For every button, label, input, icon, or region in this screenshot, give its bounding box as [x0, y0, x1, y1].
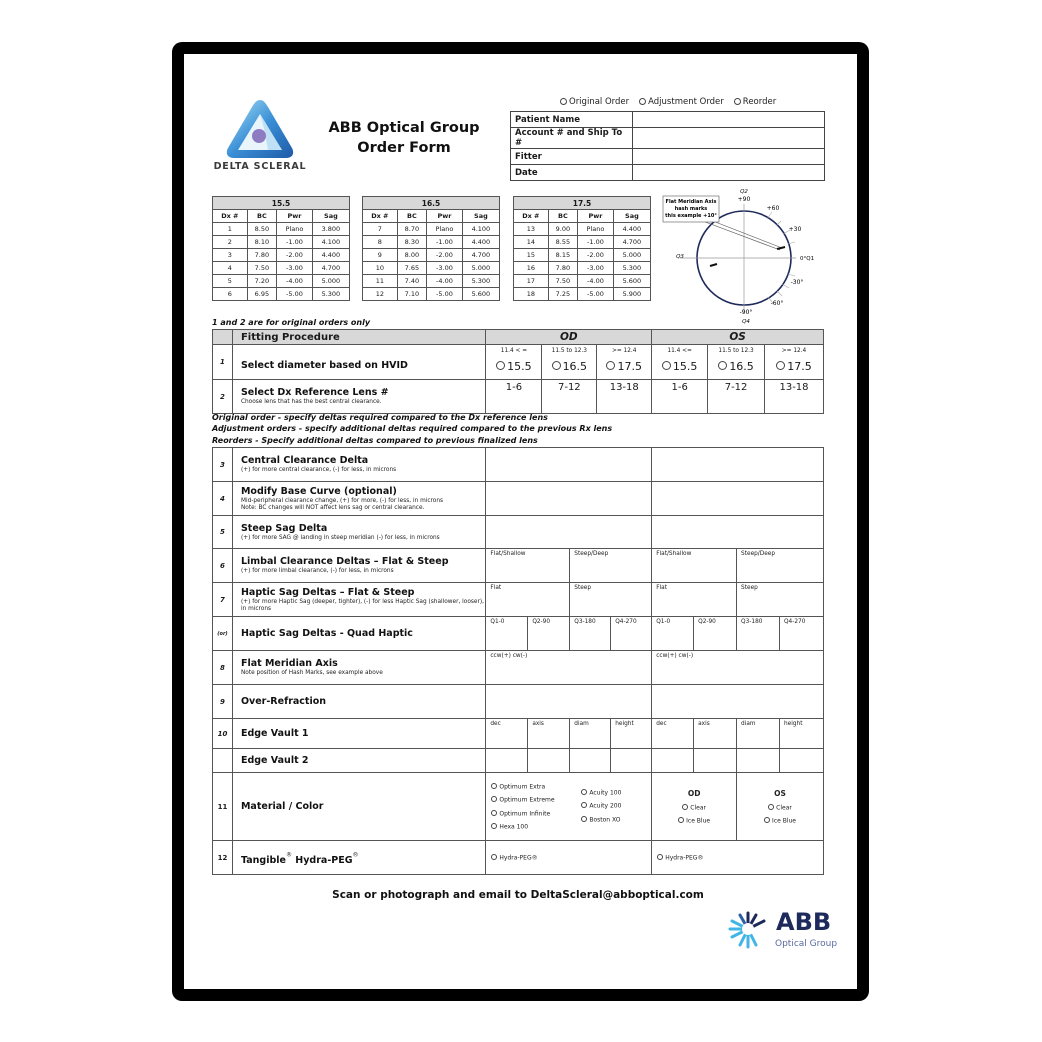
col-header: BC [397, 210, 426, 223]
fitter-field[interactable] [633, 149, 825, 165]
od-q4-input[interactable]: Q4-270 [611, 617, 652, 651]
order-type-original[interactable]: Original Order [560, 97, 629, 107]
table-row: 17 7.50 -4.00 5.600 [514, 275, 651, 288]
os-ev1-height[interactable]: height [779, 719, 823, 749]
date-field[interactable] [633, 165, 825, 181]
os-dx-range-3[interactable]: 13-18 [765, 380, 824, 414]
od-base-curve-input[interactable] [486, 482, 652, 516]
table-row: 8 8.30 -1.00 4.400 [363, 236, 500, 249]
abb-logo-text: ABB [776, 908, 832, 936]
od-q3-input[interactable]: Q3-180 [570, 617, 611, 651]
radio-icon[interactable] [776, 361, 785, 370]
od-hydra-peg-option[interactable]: Hydra-PEG® [486, 841, 652, 875]
dx-table-size: 16.5 [363, 197, 500, 210]
fitter-label: Fitter [511, 149, 633, 165]
callout-text: Flat Meridian Axis [665, 199, 717, 205]
col-header: Dx # [514, 210, 549, 223]
row-quad-haptic: (or) Haptic Sag Deltas - Quad Haptic Q1-0 Q2-90 Q3-180 Q4-270 Q1-0 Q2-90 Q3-180 Q4-270 [213, 617, 824, 651]
dx-table-17-5 [513, 196, 651, 301]
od-diameter-15-5[interactable]: 11.4 < = 15.5 [486, 345, 542, 380]
od-ev1-height[interactable]: height [611, 719, 652, 749]
os-diameter-15-5[interactable]: 11.4 <= 15.5 [652, 345, 708, 380]
svg-text:-90°: -90° [739, 309, 753, 316]
os-base-curve-input[interactable] [652, 482, 824, 516]
radio-icon[interactable] [662, 361, 671, 370]
od-over-refraction-input[interactable] [486, 685, 652, 719]
radio-icon[interactable] [734, 98, 741, 105]
row-select-diameter: 1 Select diameter based on HVID 11.4 < = 15.5 11.5 to 12.3 16.5 >= 12.4 17.5 11.4 <= 15.5 11.5 to 12.3 16.5 >= 12.4 17.5 [213, 345, 824, 380]
os-diameter-17-5[interactable]: >= 12.4 17.5 [765, 345, 824, 380]
od-ev2-height[interactable] [611, 749, 652, 773]
row-limbal-clearance: 6 Limbal Clearance Deltas – Flat & Steep (+) for more limbal clearance, (-) for less, in microns Flat/Shallow Steep/Deep Flat/Shallow Steep/Deep [213, 549, 824, 583]
row-over-refraction: 9 Over-Refraction [213, 685, 824, 719]
col-header: Pwr [427, 210, 463, 223]
row-select-dx-reference: 2 Select Dx Reference Lens # Choose lens that has the best central clearance. 1-6 7-12 13-18 1-6 7-12 13-18 [213, 380, 824, 414]
os-header: OS [652, 330, 824, 345]
radio-icon[interactable] [491, 854, 497, 860]
delta-note-adjustment: Adjustment orders - specify additional deltas required compared to the previous Rx lens [212, 424, 613, 433]
account-field[interactable] [633, 128, 825, 149]
callout-text: this example +10° [665, 213, 717, 219]
os-ev2-axis[interactable] [694, 749, 737, 773]
svg-text:Q3: Q3 [676, 254, 684, 260]
radio-icon[interactable] [552, 361, 561, 370]
table-row: 15 8.15 -2.00 5.000 [514, 249, 651, 262]
col-header: Pwr [277, 210, 313, 223]
material-optimum-extreme[interactable]: Optimum Extreme [491, 796, 573, 804]
row-flat-meridian-axis: 8 Flat Meridian Axis Note position of Hash Marks, see example above ccw(+) cw(-) ccw(+) cw(-) [213, 651, 824, 685]
row-title: Select diameter based on HVID [240, 359, 408, 371]
row-steep-sag: 5 Steep Sag Delta (+) for more SAG @ landing in steep meridian (-) for less, in microns [213, 516, 824, 549]
od-ev2-dec[interactable] [486, 749, 528, 773]
delta-scleral-logo-icon [224, 98, 296, 160]
fitting-procedure-header: Fitting Procedure [232, 330, 486, 345]
od-dx-range-3[interactable]: 13-18 [597, 380, 652, 414]
submission-instruction: Scan or photograph and email to DeltaScleral@abboptical.com [332, 889, 704, 901]
os-dx-range-2[interactable]: 7-12 [708, 380, 765, 414]
od-haptic-steep-input[interactable]: Steep [570, 583, 652, 617]
svg-text:0°Q1: 0°Q1 [800, 256, 815, 262]
od-color-clear[interactable]: Clear [652, 804, 736, 812]
row-title: Select Dx Reference Lens # [240, 387, 389, 398]
od-dx-range-1[interactable]: 1-6 [486, 380, 542, 414]
os-ev1-dec[interactable]: dec [652, 719, 694, 749]
od-ev2-diam[interactable] [570, 749, 611, 773]
radio-icon[interactable] [682, 804, 688, 810]
table-row: 16 7.80 -3.00 5.300 [514, 262, 651, 275]
os-color-clear[interactable]: Clear [737, 804, 823, 812]
dx-table-15-5 [212, 196, 350, 301]
title-line-1: ABB Optical Group [328, 120, 480, 136]
order-type-adjustment[interactable]: Adjustment Order [639, 97, 724, 107]
col-header: Sag [462, 210, 499, 223]
row-hydra-peg: 12 Tangible® Hydra-PEG® Hydra-PEG® Hydra-PEG® [213, 841, 824, 875]
os-ev1-axis[interactable]: axis [694, 719, 737, 749]
svg-text:+60: +60 [766, 205, 780, 212]
os-q3-input[interactable]: Q3-180 [737, 617, 780, 651]
row-subtitle: Choose lens that has the best central clearance. [240, 399, 382, 405]
radio-icon[interactable] [639, 98, 646, 105]
account-label: Account # and Ship To # [511, 128, 633, 149]
deltas-table [212, 447, 824, 875]
delta-note-reorder: Reorders - Specify additional deltas compared to previous finalized lens [212, 436, 538, 445]
od-steep-sag-input[interactable] [486, 516, 652, 549]
od-ev1-axis[interactable]: axis [528, 719, 570, 749]
table-row: 9 8.00 -2.00 4.700 [363, 249, 500, 262]
dx-table-size: 17.5 [514, 197, 651, 210]
radio-icon[interactable] [491, 823, 497, 829]
svg-text:Q2: Q2 [740, 189, 748, 195]
delta-note-original: Original order - specify deltas required compared to the Dx reference lens [212, 413, 548, 422]
row-haptic-sag: 7 Haptic Sag Deltas – Flat & Steep (+) for more Haptic Sag (deeper, tighter), (-) for less Haptic Sag (shallower, looser), in microns Flat Steep Flat Steep [213, 583, 824, 617]
row-material-color: 11 Material / Color Optimum Extra Optimum Extreme Optimum Infinite Hexa 100 Acuity 100 Acuity 200 Boston XO OD Clear Ice Blue OS Clear Ice Blue [213, 773, 824, 841]
table-row: 4 7.50 -3.00 4.700 [213, 262, 350, 275]
original-only-note: 1 and 2 are for original orders only [212, 318, 371, 327]
os-limbal-steep-input[interactable]: Steep/Deep [737, 549, 824, 583]
callout-text: hash marks [674, 206, 708, 212]
svg-text:+30: +30 [788, 226, 802, 233]
table-row: 18 7.25 -5.00 5.900 [514, 288, 651, 301]
radio-icon[interactable] [606, 361, 615, 370]
radio-icon[interactable] [657, 854, 663, 860]
os-over-refraction-input[interactable] [652, 685, 824, 719]
od-haptic-flat-input[interactable]: Flat [486, 583, 570, 617]
brand-logo-text: DELTA SCLERAL [213, 161, 307, 172]
radio-icon[interactable] [581, 816, 587, 822]
os-ev1-diam[interactable]: diam [737, 719, 780, 749]
dx-table-16-5 [362, 196, 500, 301]
order-type-options [560, 97, 776, 107]
od-q2-input[interactable]: Q2-90 [528, 617, 570, 651]
col-header: Sag [613, 210, 650, 223]
svg-text:Q4: Q4 [742, 319, 750, 325]
od-limbal-steep-input[interactable]: Steep/Deep [570, 549, 652, 583]
table-row: 12 7.10 -5.00 5.600 [363, 288, 500, 301]
title-line-2: Order Form [357, 140, 451, 156]
patient-info-table [510, 111, 825, 181]
table-row: 3 7.80 -2.00 4.400 [213, 249, 350, 262]
od-diameter-16-5[interactable]: 11.5 to 12.3 16.5 [542, 345, 597, 380]
svg-text:-30°: -30° [790, 279, 804, 286]
os-color-options: OS Clear Ice Blue [737, 773, 824, 841]
table-row: 2 8.10 -1.00 4.100 [213, 236, 350, 249]
os-steep-sag-input[interactable] [652, 516, 824, 549]
col-header: Dx # [363, 210, 398, 223]
date-label: Date [511, 165, 633, 181]
row-edge-vault-1: 10 Edge Vault 1 dec axis diam height dec axis diam height [213, 719, 824, 749]
col-header: BC [548, 210, 577, 223]
row-central-clearance: 3 Central Clearance Delta (+) for more central clearance, (-) for less, in microns [213, 448, 824, 482]
col-header: Dx # [213, 210, 248, 223]
os-color-ice-blue[interactable]: Ice Blue [737, 817, 823, 825]
radio-icon[interactable] [581, 802, 587, 808]
od-header: OD [486, 330, 652, 345]
radio-icon[interactable] [678, 817, 684, 823]
patient-name-field[interactable] [633, 112, 825, 128]
os-q2-input[interactable]: Q2-90 [694, 617, 737, 651]
material-hexa-100[interactable]: Hexa 100 [491, 823, 573, 831]
svg-text:-60°: -60° [770, 300, 784, 307]
material-acuity-100[interactable]: Acuity 100 [581, 789, 621, 797]
os-haptic-flat-input[interactable]: Flat [652, 583, 737, 617]
material-boston-xo[interactable]: Boston XO [581, 816, 621, 824]
fitting-procedure-table [212, 329, 824, 414]
od-limbal-flat-input[interactable]: Flat/Shallow [486, 549, 570, 583]
od-ev2-axis[interactable] [528, 749, 570, 773]
form-title [318, 118, 490, 158]
flat-meridian-axis-diagram [660, 186, 830, 328]
row-modify-base-curve: 4 Modify Base Curve (optional) Mid-peripheral clearance change, (+) for more, (-) for less, in microns Note: BC changes will NOT affect lens sag or central clearance. [213, 482, 824, 516]
col-header: Sag [312, 210, 349, 223]
radio-icon[interactable] [581, 789, 587, 795]
od-diameter-17-5[interactable]: >= 12.4 17.5 [597, 345, 652, 380]
radio-icon[interactable] [491, 796, 497, 802]
svg-text:+90: +90 [737, 196, 751, 203]
radio-icon[interactable] [496, 361, 505, 370]
table-row: 6 6.95 -5.00 5.300 [213, 288, 350, 301]
radio-icon[interactable] [560, 98, 567, 105]
table-row: 5 7.20 -4.00 5.000 [213, 275, 350, 288]
os-q4-input[interactable]: Q4-270 [779, 617, 823, 651]
os-ev2-diam[interactable] [737, 749, 780, 773]
od-ev1-diam[interactable]: diam [570, 719, 611, 749]
material-optimum-extra[interactable]: Optimum Extra [491, 783, 573, 791]
dx-table-size: 15.5 [213, 197, 350, 210]
material-options [486, 773, 652, 841]
material-acuity-200[interactable]: Acuity 200 [581, 802, 621, 810]
order-type-reorder[interactable]: Reorder [734, 97, 776, 107]
radio-icon[interactable] [718, 361, 727, 370]
od-q1-input[interactable]: Q1-0 [486, 617, 528, 651]
table-row: 10 7.65 -3.00 5.000 [363, 262, 500, 275]
os-ev2-height[interactable] [779, 749, 823, 773]
table-row: 1 8.50 Plano 3.800 [213, 223, 350, 236]
os-diameter-16-5[interactable]: 11.5 to 12.3 16.5 [708, 345, 765, 380]
os-q1-input[interactable]: Q1-0 [652, 617, 694, 651]
radio-icon[interactable] [768, 804, 774, 810]
table-row: 7 8.70 Plano 4.100 [363, 223, 500, 236]
os-dx-range-1[interactable]: 1-6 [652, 380, 708, 414]
od-central-clearance-input[interactable] [486, 448, 652, 482]
os-limbal-flat-input[interactable]: Flat/Shallow [652, 549, 737, 583]
od-dx-range-2[interactable]: 7-12 [542, 380, 597, 414]
os-central-clearance-input[interactable] [652, 448, 824, 482]
col-header: Pwr [578, 210, 614, 223]
table-row: 11 7.40 -4.00 5.300 [363, 275, 500, 288]
radio-icon[interactable] [491, 810, 497, 816]
od-color-options: OD Clear Ice Blue [652, 773, 737, 841]
os-hydra-peg-option[interactable]: Hydra-PEG® [652, 841, 824, 875]
row-edge-vault-2: Edge Vault 2 [213, 749, 824, 773]
abb-logo-subtext: Optical Group [775, 939, 838, 949]
table-row: 14 8.55 -1.00 4.700 [514, 236, 651, 249]
radio-icon[interactable] [491, 783, 497, 789]
od-flat-meridian-input[interactable]: ccw(+) cw(-) [486, 651, 652, 685]
os-flat-meridian-input[interactable]: ccw(+) cw(-) [652, 651, 824, 685]
col-header: BC [247, 210, 276, 223]
od-ev1-dec[interactable]: dec [486, 719, 528, 749]
od-color-ice-blue[interactable]: Ice Blue [652, 817, 736, 825]
material-optimum-infinite[interactable]: Optimum Infinite [491, 810, 573, 818]
patient-name-label: Patient Name [511, 112, 633, 128]
os-ev2-dec[interactable] [652, 749, 694, 773]
os-haptic-steep-input[interactable]: Steep [737, 583, 824, 617]
radio-icon[interactable] [764, 817, 770, 823]
table-row: 13 9.00 Plano 4.400 [514, 223, 651, 236]
